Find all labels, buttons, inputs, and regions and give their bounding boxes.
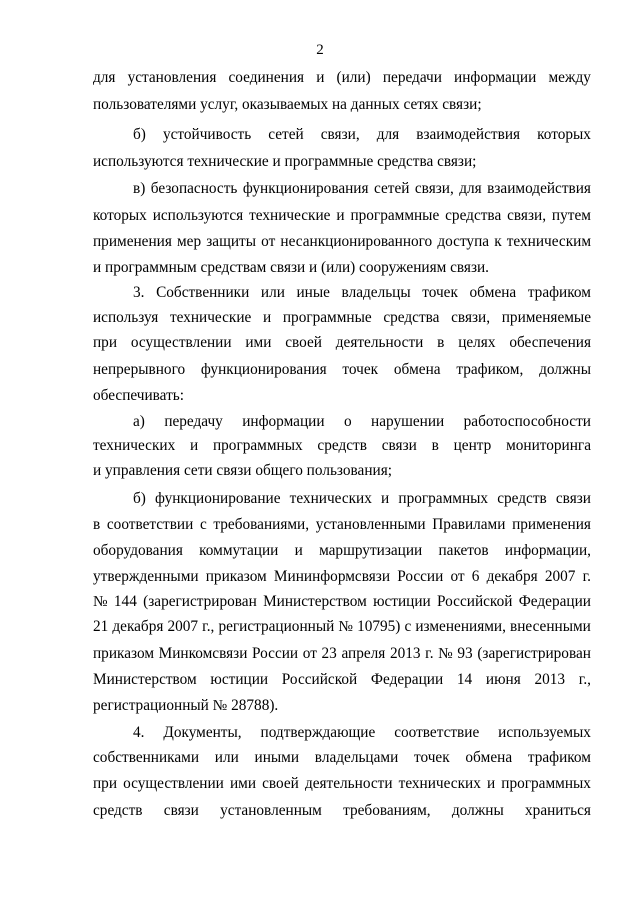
text-line: оборудования коммутации и маршрутизации пакетов информации,: [93, 542, 591, 559]
text-line: б) устойчивость сетей связи, для взаимодействия которых: [133, 126, 591, 143]
text-line: обеспечивать:: [93, 387, 184, 404]
text-line: непрерывного функционирования точек обмена трафиком, должны: [93, 361, 591, 378]
text-line: в) безопасность функционирования сетей связи, для взаимодействия: [133, 180, 591, 197]
text-line: собственниками или иными владельцами точек обмена трафиком: [93, 749, 591, 766]
text-line: приказом Минкомсвязи России от 23 апреля 2013 г. № 93 (зарегистрирован: [93, 645, 591, 662]
text-line: 21 декабря 2007 г., регистрационный № 10795) с изменениями, внесенными: [93, 618, 591, 635]
text-line: для установления соединения и (или) передачи информации между: [93, 69, 591, 86]
text-line: 3. Собственники или иные владельцы точек обмена трафиком: [133, 284, 591, 301]
text-line: применения мер защиты от несанкционированного доступа к техническим: [93, 233, 591, 250]
text-line: используя технические и программные средства связи, применяемые: [93, 309, 591, 326]
text-line: № 144 (зарегистрирован Министерством юстиции Российской Федерации: [93, 593, 591, 610]
text-line: средств связи установленным требованиям, должны храниться: [93, 802, 591, 819]
text-line: а) передачу информации о нарушении работоспособности: [133, 413, 591, 430]
text-line: и управления сети связи общего пользования;: [93, 462, 392, 479]
text-line: 4. Документы, подтверждающие соответствие используемых: [133, 724, 591, 741]
text-line: Министерством юстиции Российской Федерации 14 июня 2013 г.,: [93, 671, 591, 688]
text-line: регистрационный № 28788).: [93, 697, 279, 714]
text-line: используются технические и программные средства связи;: [93, 153, 477, 170]
text-line: и программным средствам связи и (или) сооружениям связи.: [93, 259, 490, 276]
text-line: при осуществлении ими своей деятельности в целях обеспечения: [93, 334, 591, 351]
page-number: 2: [316, 42, 324, 58]
text-line: утвержденными приказом Мининформсвязи России от 6 декабря 2007 г.: [93, 568, 591, 585]
text-line: в соответствии с требованиями, установленными Правилами применения: [93, 516, 591, 533]
text-line: которых используются технические и программные средства связи, путем: [93, 207, 591, 224]
text-line: при осуществлении ими своей деятельности технических и программных: [93, 775, 591, 792]
text-line: пользователями услуг, оказываемых на данных сетях связи;: [93, 96, 482, 113]
text-line: б) функционирование технических и программных средств связи: [133, 490, 591, 507]
text-line: технических и программных средств связи в центр мониторинга: [93, 437, 591, 454]
